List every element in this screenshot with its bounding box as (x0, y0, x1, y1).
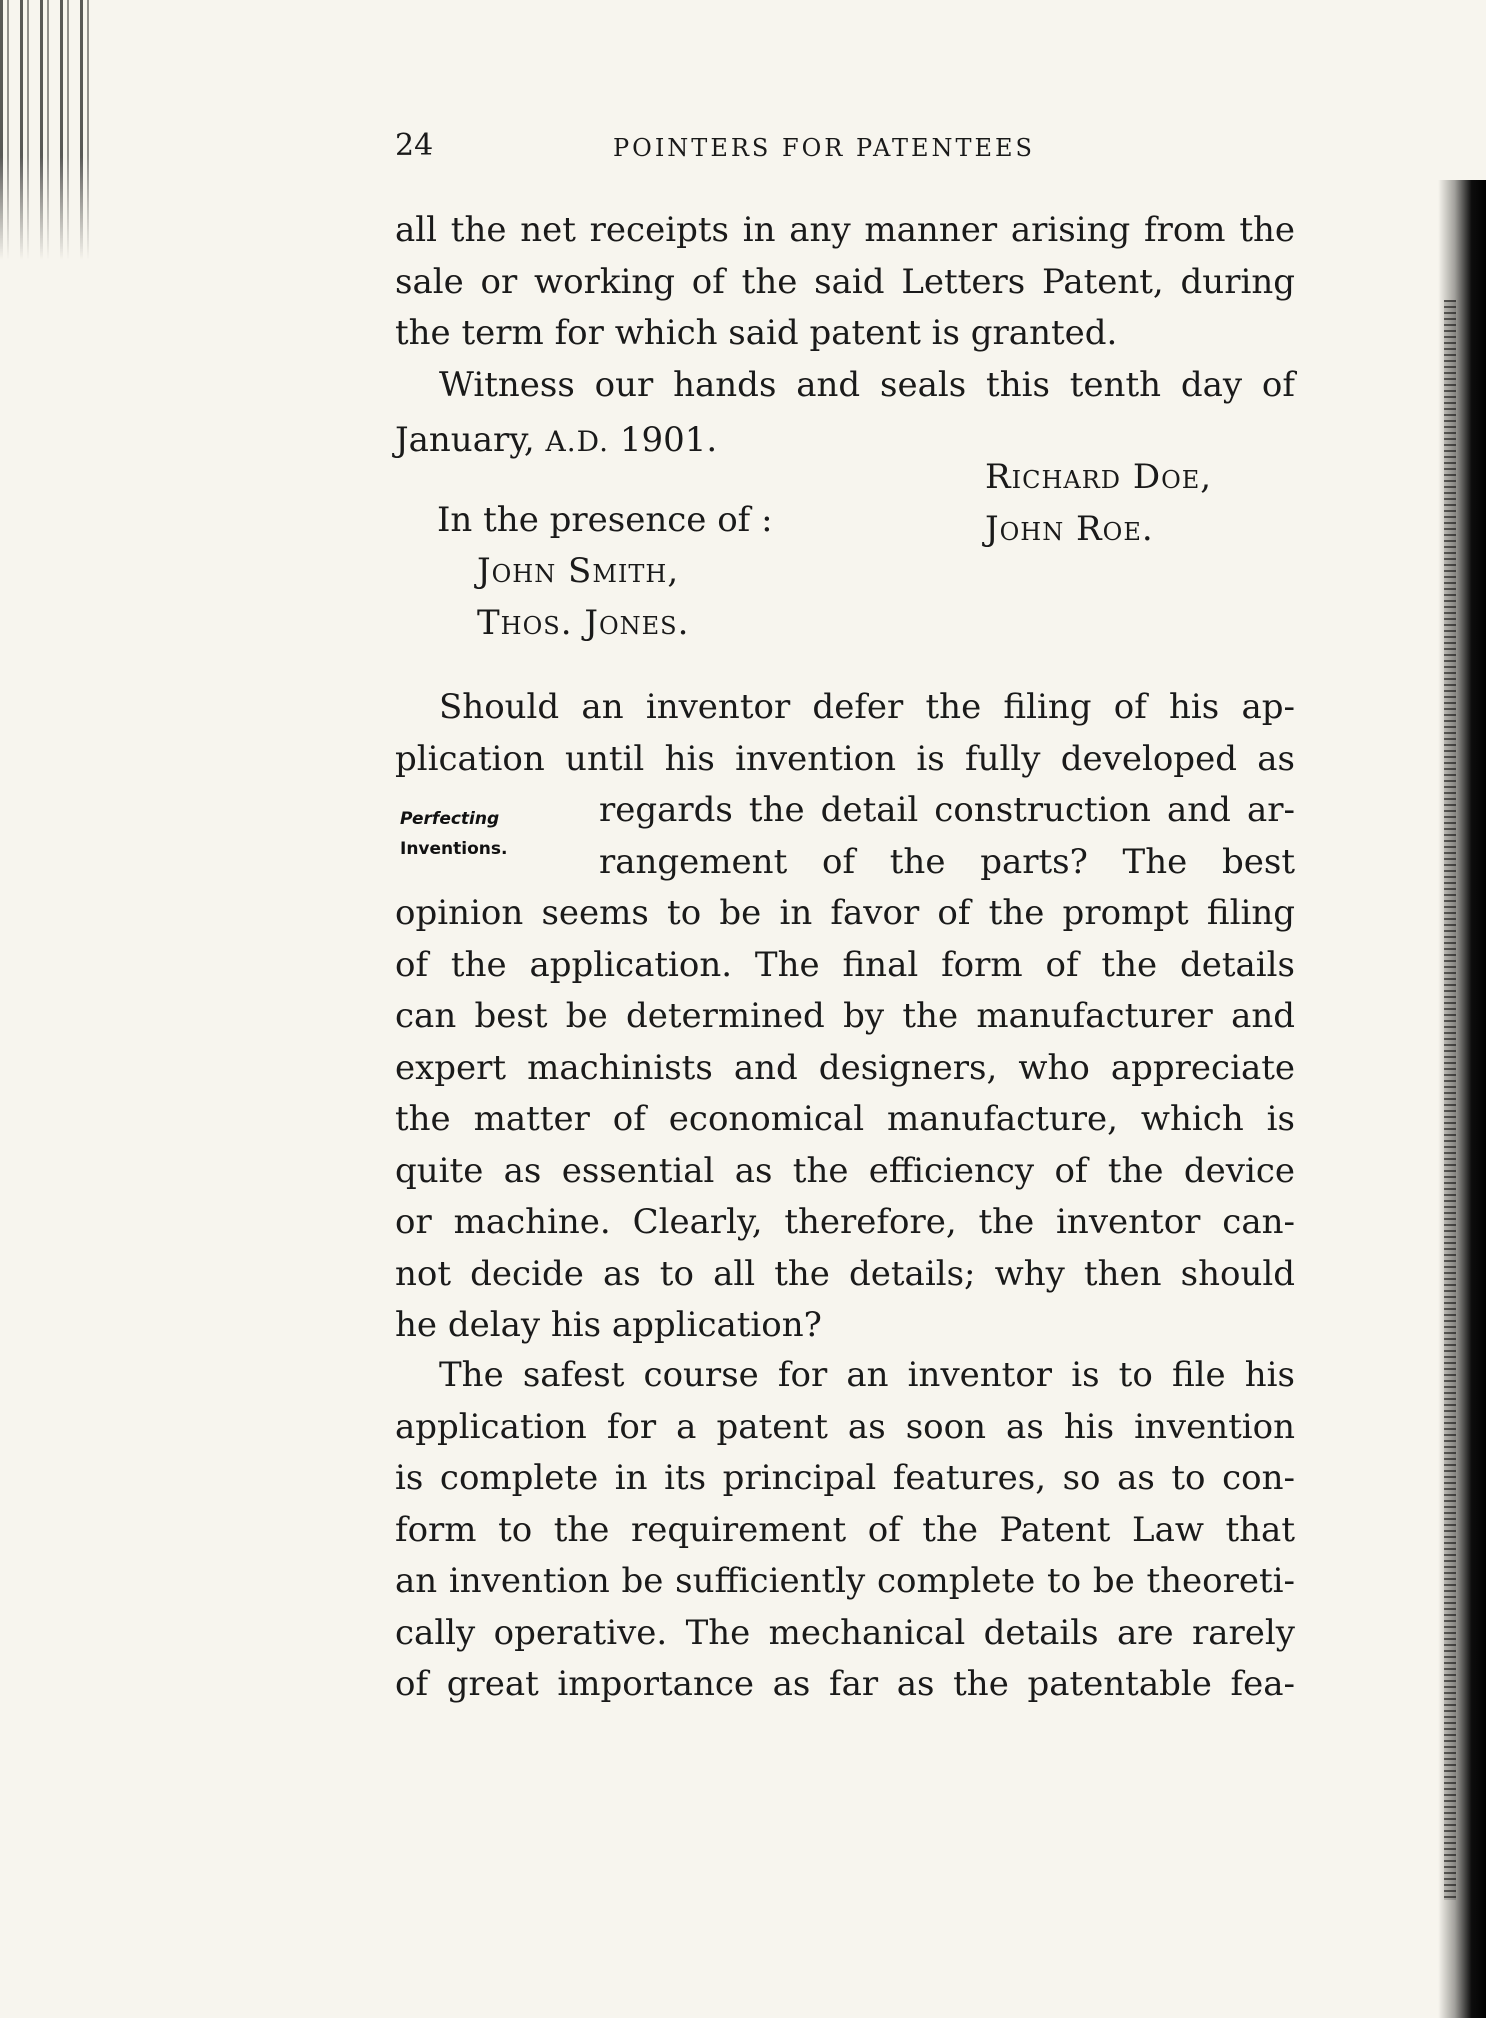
date-month: January, (395, 420, 535, 460)
text-line: The safest course for an inventor is to file his (439, 1355, 1295, 1395)
binding-texture-right (1444, 300, 1456, 1900)
date-year: 1901. (619, 420, 718, 460)
sidenote-line-1: Perfecting (400, 809, 500, 829)
presence-label: In the presence of : (437, 500, 773, 540)
text-line: an invention be sufficiently complete to be theoreti- (395, 1561, 1295, 1601)
signer-first: Richard Doe, (985, 457, 1213, 497)
text-line: all the net receipts in any manner arising from the (395, 210, 1295, 250)
witness-second: Thos. Jones. (477, 602, 690, 643)
text-line: not decide as to all the details; why then should (395, 1253, 1295, 1294)
sidenote-line-2: Inventions. (400, 839, 508, 859)
binding-shadow-left (0, 0, 90, 260)
page-number: 24 (395, 128, 434, 163)
text-line: of the application. The final form of the details (395, 944, 1295, 985)
text-line: plication until his invention is fully developed as (395, 738, 1295, 779)
text-line: is complete in its principal features, so as to con- (395, 1458, 1295, 1498)
continuation-paragraph (395, 205, 1295, 411)
text-line: sale or working of the said Letters Patent, during (395, 261, 1295, 302)
signer-second: John Roe. (985, 508, 1154, 549)
text-line: quite as essential as the efficiency of the device (395, 1150, 1295, 1191)
text-line: the matter of economical manufacture, which is (395, 1099, 1295, 1139)
text-line: opinion seems to be in favor of the prompt filing (395, 893, 1295, 933)
witnesses-block (477, 546, 689, 649)
text-line: or machine. Clearly, therefore, the inventor can- (395, 1202, 1295, 1242)
text-line: can best be determined by the manufacturer and (395, 996, 1295, 1036)
text-line: Should an inventor defer the filing of his ap- (439, 687, 1295, 727)
signers-block (985, 452, 1212, 555)
text-line: expert machinists and designers, who appreciate (395, 1047, 1295, 1088)
text-line: application for a patent as soon as his invention (395, 1406, 1295, 1447)
text-line: rangement of the parts? The best (599, 841, 1295, 882)
paragraph-safest-course (395, 1350, 1295, 1711)
witness-first: John Smith, (477, 551, 680, 591)
text-line: he delay his application? (395, 1305, 822, 1345)
date-era: A.D. (545, 425, 610, 458)
text-line: of great importance as far as the patentable fea- (395, 1664, 1295, 1704)
paragraph-perfecting-inventions (395, 682, 1295, 1352)
text-line: form to the requirement of the Patent Law that (395, 1509, 1295, 1550)
text-line: the term for which said patent is granted. (395, 313, 1118, 353)
signature-date (395, 415, 717, 468)
running-title: POINTERS FOR PATENTEES (613, 134, 1035, 162)
text-line: cally operative. The mechanical details are rarely (395, 1612, 1295, 1653)
witness-line: Witness our hands and seals this tenth day of (439, 364, 1295, 405)
text-line: regards the detail construction and ar- (599, 790, 1295, 830)
